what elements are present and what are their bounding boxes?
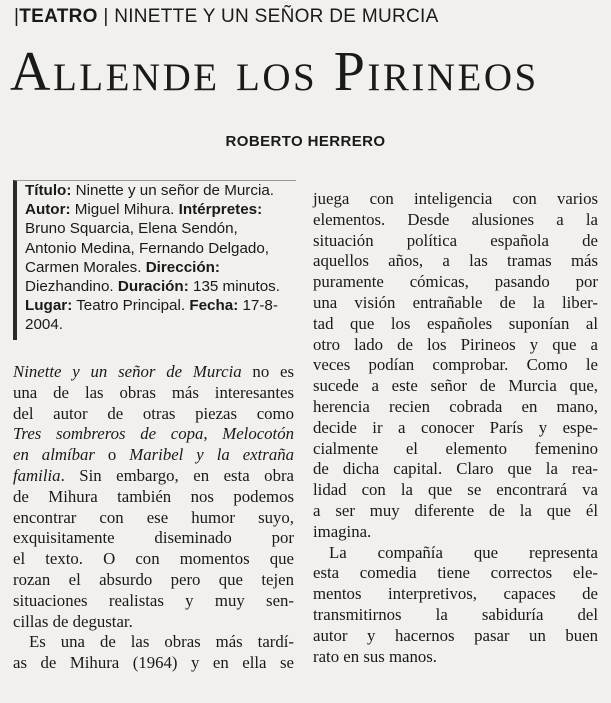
text-run: situación política española de: [313, 230, 598, 250]
text-run: mentos interpretivos, capaces de: [313, 584, 598, 604]
work-title: Melocotón: [222, 424, 294, 444]
text-line: [313, 189, 598, 210]
text-run: herencia recien cobrada en mano,: [313, 396, 598, 416]
text-line: [313, 480, 598, 501]
text-line: [13, 404, 294, 425]
article-byline: ROBERTO HERRERO: [225, 133, 386, 150]
text-run: tad que los españoles suponían al: [313, 313, 598, 333]
section-separator-2: |: [103, 6, 109, 27]
info-line: [25, 296, 296, 315]
text-line: [313, 584, 598, 605]
text-line: [13, 424, 294, 445]
text-run: esta comedia tiene correctos ele-: [313, 563, 598, 583]
text-run: rozan el absurdo pero que tejen: [13, 569, 294, 589]
info-value: Antonio Medina, Fernando Delgado,: [25, 239, 270, 257]
text-run: aquellos años, a las tramas más: [313, 251, 598, 271]
text-line: [13, 487, 294, 508]
info-value: Ninette y un señor de Murcia.: [71, 182, 274, 199]
text-run: as de Mihura (1964) y en ella se: [13, 653, 294, 673]
info-value: Bruno Squarcia, Elena Sendón,: [25, 220, 238, 238]
text-line: [13, 570, 294, 591]
text-line: [313, 605, 598, 626]
text-line: [313, 251, 598, 272]
info-line: [25, 315, 296, 334]
text-line: [13, 528, 294, 549]
text-run: decide ir a conocer París y espe-: [313, 417, 598, 437]
text-line: [313, 418, 598, 439]
text-run: cillas de degustar.: [13, 611, 133, 631]
text-line: [13, 466, 294, 487]
text-run: juega con inteligencia con varios: [313, 189, 598, 208]
text-run: de dicha capital. Claro que la rea-: [313, 459, 598, 479]
text-line: [13, 445, 294, 466]
text-line: [313, 314, 598, 335]
text-line: [313, 543, 598, 564]
info-value: 17-8-: [238, 297, 278, 315]
text-line: [313, 522, 598, 543]
text-line: [313, 210, 598, 231]
text-line: [13, 653, 294, 674]
text-line: [313, 231, 598, 252]
text-line: [313, 647, 598, 668]
info-label: Duración:: [117, 278, 189, 296]
info-value: Miguel Mihura.: [70, 201, 179, 219]
text-run: transmitirnos la sabiduría del: [313, 604, 598, 624]
article-column-2: [313, 189, 598, 667]
section-subject: NINETTE Y UN SEÑOR DE MURCIA: [114, 6, 439, 27]
text-run: . Sin embargo, en esta obra: [60, 465, 294, 485]
text-run: lidad con la que se encontrará va: [313, 480, 598, 500]
text-line: [13, 632, 294, 653]
text-run: del autor de otras piezas como: [13, 403, 294, 423]
info-value: Carmen Morales.: [25, 258, 146, 276]
text-line: [313, 335, 598, 356]
text-run: de Mihura también nos podemos: [13, 486, 294, 506]
text-run: una de las obras más interesantes: [13, 382, 294, 402]
text-line: [313, 501, 598, 522]
info-line: [25, 181, 296, 200]
text-line: [13, 549, 294, 570]
text-run: veces podían comprobar. Como le: [313, 355, 598, 375]
article-headline: Allende los Pirineos: [10, 41, 539, 103]
info-value: Teatro Principal.: [72, 297, 190, 315]
info-label: Autor:: [25, 201, 71, 219]
info-line: [25, 219, 296, 238]
text-line: [313, 355, 598, 376]
text-line: [313, 293, 598, 314]
text-run: rato en sus manos.: [313, 646, 437, 666]
info-value: 135 minutos.: [188, 278, 280, 296]
text-line: [313, 397, 598, 418]
text-run: ,: [203, 424, 223, 444]
info-label: Fecha:: [189, 297, 239, 315]
text-run: una visión entrañable de la liber-: [313, 292, 598, 312]
text-run: elementos. Desde alusiones a la: [313, 209, 598, 229]
text-run: imagina.: [313, 521, 372, 541]
text-run: La compañía que representa: [329, 542, 598, 562]
info-line: [25, 200, 296, 219]
text-run: otro lado de los Pirineos y que a: [313, 334, 598, 354]
article-column-1: [13, 362, 294, 674]
text-run: no es: [241, 362, 294, 381]
section-separator: |: [14, 6, 20, 27]
work-title: familia: [13, 465, 61, 485]
text-line: [313, 626, 598, 647]
text-line: [13, 612, 294, 633]
text-run: autor y hacernos pasar un buen: [313, 625, 598, 645]
text-line: [313, 376, 598, 397]
text-run: el texto. O con momentos que: [13, 549, 294, 569]
section-category: TEATRO: [19, 6, 98, 27]
section-header: [14, 6, 439, 28]
work-title: Maribel y la extraña: [129, 445, 294, 465]
info-label: Título:: [25, 182, 72, 199]
work-title: Ninette y un señor de Murcia: [13, 362, 242, 381]
text-run: sucede a este señor de Murcia que,: [313, 376, 598, 396]
text-line: [13, 362, 294, 383]
text-run: cialmente el elemento femenino: [313, 438, 598, 458]
text-line: [13, 591, 294, 612]
text-line: [13, 383, 294, 404]
text-run: puramente cómicas, pasando por: [313, 272, 598, 292]
info-label: Intérpretes:: [178, 201, 263, 219]
text-line: [313, 563, 598, 584]
play-info-box: [13, 180, 296, 340]
text-run: o: [94, 445, 130, 465]
info-line: [25, 277, 296, 296]
info-line: [25, 258, 296, 277]
work-title: Tres sombreros de copa: [13, 424, 204, 444]
text-run: encontrar con ese humor suyo,: [13, 507, 294, 527]
info-line: [25, 239, 296, 258]
text-run: situaciones realistas y muy sen-: [13, 590, 294, 610]
text-line: [313, 439, 598, 460]
text-run: exquisitamente diseminado por: [13, 528, 294, 548]
text-run: Es una de las obras más tardí-: [29, 632, 294, 652]
info-value: Diezhandino.: [25, 278, 118, 296]
text-line: [313, 272, 598, 293]
text-line: [313, 459, 598, 480]
info-value: 2004.: [25, 316, 64, 334]
info-label: Lugar:: [25, 297, 73, 315]
work-title: en almíbar: [13, 445, 95, 465]
text-line: [13, 508, 294, 529]
text-run: a ser muy diferente de la que él: [313, 500, 598, 520]
info-label: Dirección:: [145, 258, 220, 276]
